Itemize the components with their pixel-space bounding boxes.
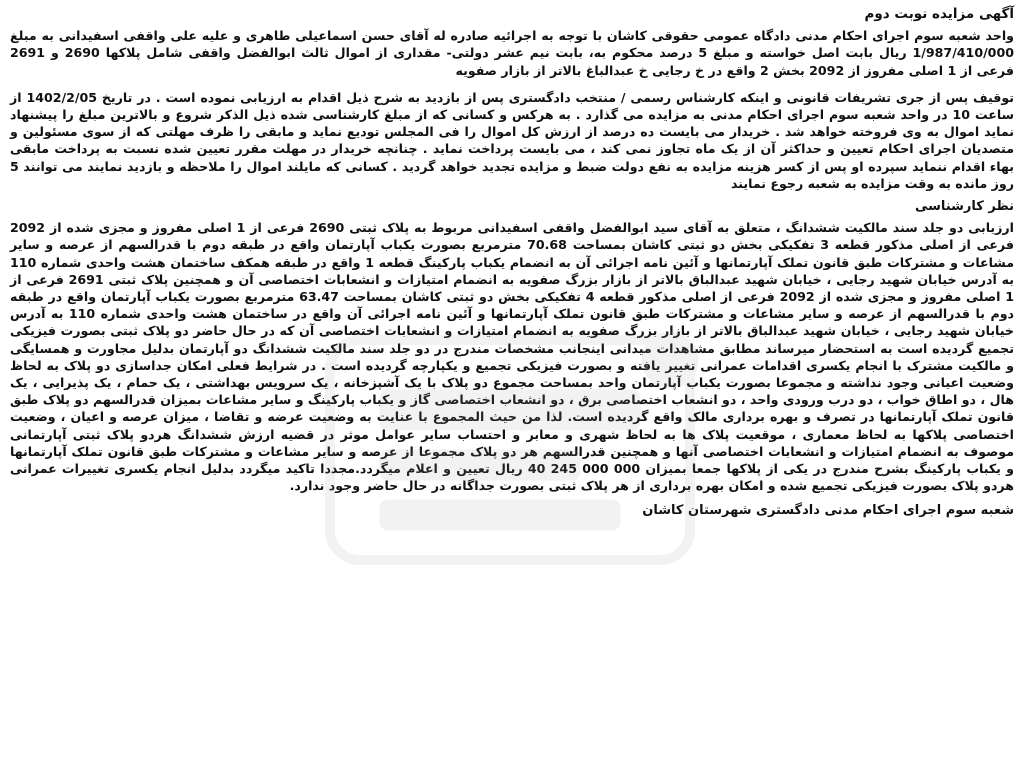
notice-intro: واحد شعبه سوم اجرای احکام مدنی دادگاه عمومی حقوقی کاشان با توجه به اجرائیه صادره له آقای حسن اسماعیلی طاهری و علیه علی واقفی اسفیدانی به مبلغ 1/987/410/000 ریال بابت اصل خواسته و مبلغ 5 درصد محکوم به، بابت نیم عشر دولتی- مقداری از اموال ثالث ابوالفضل واقفی شامل پلاکها 2690 و 2691 فرعی از 1 اصلی مفروز از 2092 بخش 2 واقع در خ رجایی خ عبدالباغ بالاتر از بازار صفویه (10, 28, 1014, 78)
signature: شعبه سوم اجرای احکام مدنی دادگستری شهرستان کاشان (642, 503, 1014, 519)
spacer (10, 79, 1014, 89)
notice-title: آگهی مزایده نوبت دوم (864, 6, 1014, 22)
expert-opinion: ارزیابی دو جلد سند مالکیت ششدانگ ، متعلق به آقای سید ابوالفضل واقفی اسفیدانی مربوط به پلاک ثبتی 2690 فرعی از 1 اصلی مفروز و مجزی شده از 2092 فرعی از اصلی مذکور قطعه 3 تفکیکی بخش دو ثبتی کاشان بمساحت 70.68 مترمربع بصورت یکباب آپارتمان واقع در طبقه دوم با قدرالسهم از عرصه و سایر مشاعات و مشترکات طبق قانون تملک آپارتمانها و آئین نامه اجرائی آن به انضمام یکباب پارکینگ قطعه 1 واقع در طبقه همکف ساختمان هشت واحدی شماره 110 به آدرس خیابان شهید رجایی ، خیابان شهید عبدالباق بالاتر از بازار بزرگ صفویه به انضمام امتیازات و انشعابات اختصاصی آن و همچنین پلاک ثبتی 2691 فرعی از 1 اصلی مفروز و مجزی شده از 2092 فرعی از اصلی مذکور قطعه 4 تفکیکی بخش دو ثبتی کاشان بمساحت 63.47 مترمربع بصورت یکباب آپارتمان واقع در طبقه دوم با قدرالسهم از عرصه و سایر مشاعات و مشترکات طبق قانون تملک آپارتمانها و آئین نامه اجرائی آن واقع در ساختمان هشت واحدی شماره 110 به آدرس خیابان شهید رجایی ، خیابان شهید عبدالباق بالاتر از بازار بزرگ صفویه به انضمام امتیازات و انشعابات اختصاصی آن که در حال حاضر دو پلاک ثبتی بصورت فیزیکی تجمیع گردیده است به استحضار میرساند مطابق مشاهدات میدانی اینجانب مشخصات مندرج در دو جلد سند مالکیت ششدانگ دو آپارتمان بدلیل مجاورت و همسایگی و مالکیت مشترک با انجام یکسری اقدامات عمرانی تغییر یافته و بصورت فیزیکی تجمیع و یکپارچه گردیده است . در شرایط فعلی امکان جداسازی دو پلاک به لحاظ وضعیت اعیانی وجود نداشته و مجموعا بصورت یکباب آپارتمان واحد بمساحت مجموع دو پلاک با یک آشپزخانه ، یک سرویس بهداشتی ، یک حمام ، یک پذیرایی ، یک هال ، دو اطاق خواب ، دو درب ورودی واحد ، دو انشعاب اختصاصی برق ، دو انشعاب اختصاصی گاز و یکباب پارکینگ و سایر مشاعات بمیزان قدرالسهم دو پلاک طبق قانون تملک آپارتمانها در تصرف و بهره برداری مالک واقع گردیده است. لذا من حیث المجموع با عنایت به وضعیت عرضه و تقاضا ، میزان عرصه و اعیان ، وضعیت اختصاصی پلاکها به لحاظ معماری ، موقعیت پلاک ها به لحاظ شهری و معابر و احتساب سایر عوامل موثر در قضیه ارزش ششدانگ هردو پلاک ثبتی آپارتمانی موصوف به انضمام امتیازات و انشعابات اختصاصی آنها و همچنین قدرالسهم هر دو پلاک مجموعا از عرصه و سایر مشاعات و مشترکات طبق قانون تملک آپارتمانها و یکباب پارکینگ بشرح مندرج در یکی از پلاکها جمعا بمیزان 000 000 245 40 ریال تعیین و اعلام میگردد.مجددا تاکید میگردد بدلیل انجام یکسری تغییرات عمرانی هردو پلاک بصورت فیزیکی تجمیع شده و امکان بهره برداری از هر پلاک ثبتی بصورت جداگانه در حال حاضر وجود ندارد. (10, 220, 1015, 494)
notice-body: توقیف پس از جری تشریفات قانونی و اینکه کارشناس رسمی / منتخب دادگستری پس از بازدید به شرح ذیل اقدام به ارزیابی نموده است . در تاریخ 1402/2/05 از ساعت 10 در واحد شعبه سوم اجرای احکام مدنی به مزایده می گذارد . به هرکس و کسانی که از مبلغ کارشناسی شده ذیل الذکر شروع و بالاترین مبلغ را پیشنهاد نماید اموال به وی فروخته خواهد شد . خریدار می بایست ده درصد از ارزش کل اموال را فی المجلس تودیع نماید و مابقی را ظرف مهلتی که از سوی مسئولین و متصدیان اجرای احکام تعیین و حداکثر آن از یک ماه تجاوز نمی کند ، می بایست پرداخت نماید . چنانچه خریدار در مهلت مقرر تعیین شده نسبت به پرداخت مابقی بهاء اقدام ننماید سپرده او پس از کسر هزینه مزایده به نفع دولت ضبط و مزایده تجدید خواهد گردید . کسانی که مایلند اموال را ملاحظه و بازدید نمایند می توانند 5 روز مانده به وقت مزایده به شعبه رجوع نمایند (10, 89, 1015, 191)
expert-heading: نظر کارشناسی (915, 199, 1014, 215)
